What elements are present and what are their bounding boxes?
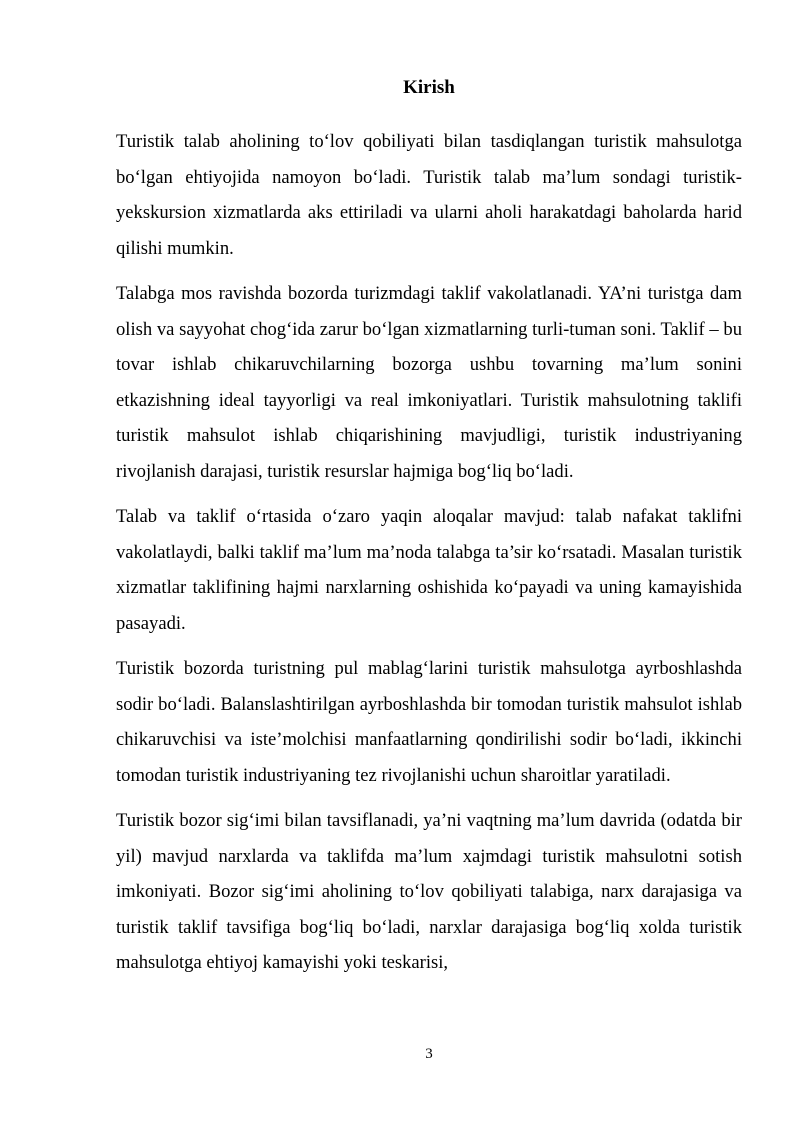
paragraph-1: Turistik talab aholining to‘lov qobiliyati bilan tasdiqlangan turistik mahsulotga bo‘lgan ehtiyojida namoyon bo‘ladi. Turistik talab ma’lum sondagi turistik-yekskursion xizmatlarda aks ettiriladi va ularni aholi harakatdagi baholarda harid qilishi mumkin.: [116, 131, 742, 259]
body-text: [116, 124, 742, 991]
page-number: 3: [425, 1046, 433, 1062]
paragraph-2: Talabga mos ravishda bozorda turizmdagi taklif vakolatlanadi. YA’ni turistga dam olish va sayyohat chog‘ida zarur bo‘lgan xizmatlarning turli-tuman soni. Taklif – bu tovar ishlab chikaruvchilarning bozorga ushbu tovarning ma’lum sonini etkazishning ideal tayyorligi va real imkoniyatlari. Turistik mahsulotning taklifi turistik mahsulot ishlab chiqarishining mavjudligi, turistik industriyaning rivojlanish darajasi, turistik resurslar hajmiga bog‘liq bo‘ladi.: [116, 283, 742, 482]
paragraph-5: Turistik bozor sig‘imi bilan tavsiflanadi, ya’ni vaqtning ma’lum davrida (odatda bir yil) mavjud narxlarda va taklifda ma’lum xajmdagi turistik mahsulotni sotish imkoniyati. Bozor sig‘imi aholining to‘lov qobiliyati talabiga, narx darajasiga va turistik taklif tavsifiga bog‘liq bo‘ladi, narxlar darajasiga bog‘liq xolda turistik mahsulotga ehtiyoj kamayishi yoki teskarisi,: [116, 810, 742, 973]
paragraph-4: Turistik bozorda turistning pul mablag‘larini turistik mahsulotga ayrboshlashda sodir bo‘ladi. Balanslashtirilgan ayrboshlashda bir tomodan turistik mahsulot ishlab chikaruvchisi va iste’molchisi manfaatlarning qondirilishi sodir bo‘ladi, ikkinchi tomodan turistik industriyaning tez rivojlanishi uchun sharoitlar yaratiladi.: [116, 658, 742, 786]
paragraph-3: Talab va taklif o‘rtasida o‘zaro yaqin aloqalar mavjud: talab nafakat taklifni vakolatlaydi, balki taklif ma’lum ma’noda talabga ta’sir ko‘rsatadi. Masalan turistik xizmatlar taklifining hajmi narxlarning oshishida ko‘payadi va uning kamayishida pasayadi.: [116, 506, 742, 634]
page-title: Kirish: [403, 77, 455, 98]
